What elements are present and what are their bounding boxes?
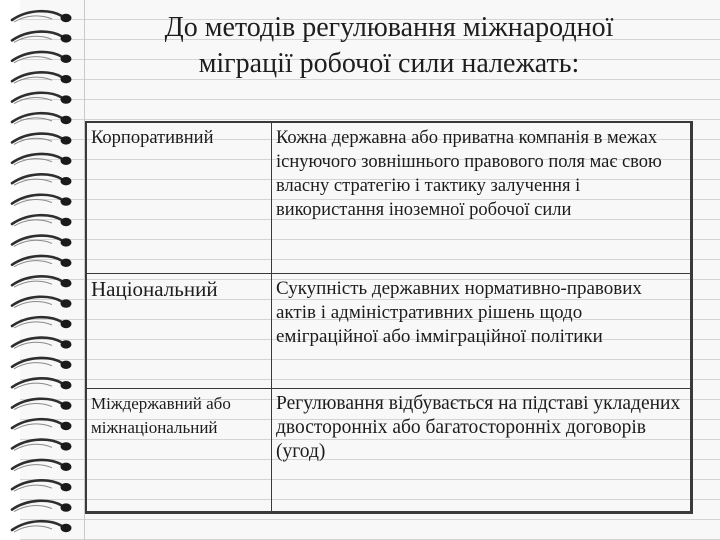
table-row: [86, 122, 692, 274]
binding-ring: [12, 399, 72, 410]
title-line-1: До методів регулювання міжнародної: [164, 12, 614, 43]
page-title: [84, 10, 694, 82]
binding-ring: [12, 113, 72, 124]
binding-ring: [12, 134, 72, 145]
binding-ring: [12, 93, 72, 104]
binding-ring: [12, 215, 72, 226]
binding-ring: [12, 276, 72, 287]
binding-ring: [12, 317, 72, 328]
method-description: Кожна державна або приватна компанія в межах існуючого зовнішнього правового поля має свою власну стратегію і тактику залучення і використання іноземної робочої сили: [276, 128, 662, 220]
method-name: Корпоративний: [86, 122, 272, 274]
table-row: [86, 389, 692, 513]
binding-ring: [12, 297, 72, 308]
binding-ring: [12, 419, 72, 430]
binding-ring: [12, 358, 72, 369]
binding-ring: [12, 236, 72, 247]
binding-ring: [12, 378, 72, 389]
method-name: Міждержавний або міжнаціональний: [86, 389, 272, 513]
binding-ring: [12, 195, 72, 206]
binding-ring: [12, 460, 72, 471]
binding-ring: [12, 480, 72, 491]
binding-ring: [12, 72, 72, 83]
binding-ring: [12, 501, 72, 512]
binding-ring: [12, 174, 72, 185]
title-line-2: міграції робочої сили належать:: [198, 48, 580, 79]
binding-ring: [12, 32, 72, 43]
table-row: [86, 274, 692, 389]
binding-ring: [12, 256, 72, 267]
binding-ring: [12, 154, 72, 165]
binding-ring: [12, 521, 72, 532]
methods-table: [85, 121, 693, 514]
spiral-binding-icon: [0, 0, 80, 540]
binding-ring: [12, 52, 72, 63]
method-description: Сукупність державних нормативно-правових актів і адміністративних рішень щодо еміграційної або імміграційної політики: [272, 274, 692, 389]
binding-ring: [12, 440, 72, 451]
method-description: Регулювання відбувається на підставі укладених двосторонніх або багатосторонніх договорів (угод): [272, 389, 692, 513]
binding-ring: [12, 11, 72, 22]
method-name: Національний: [86, 274, 272, 389]
binding-ring: [12, 338, 72, 349]
